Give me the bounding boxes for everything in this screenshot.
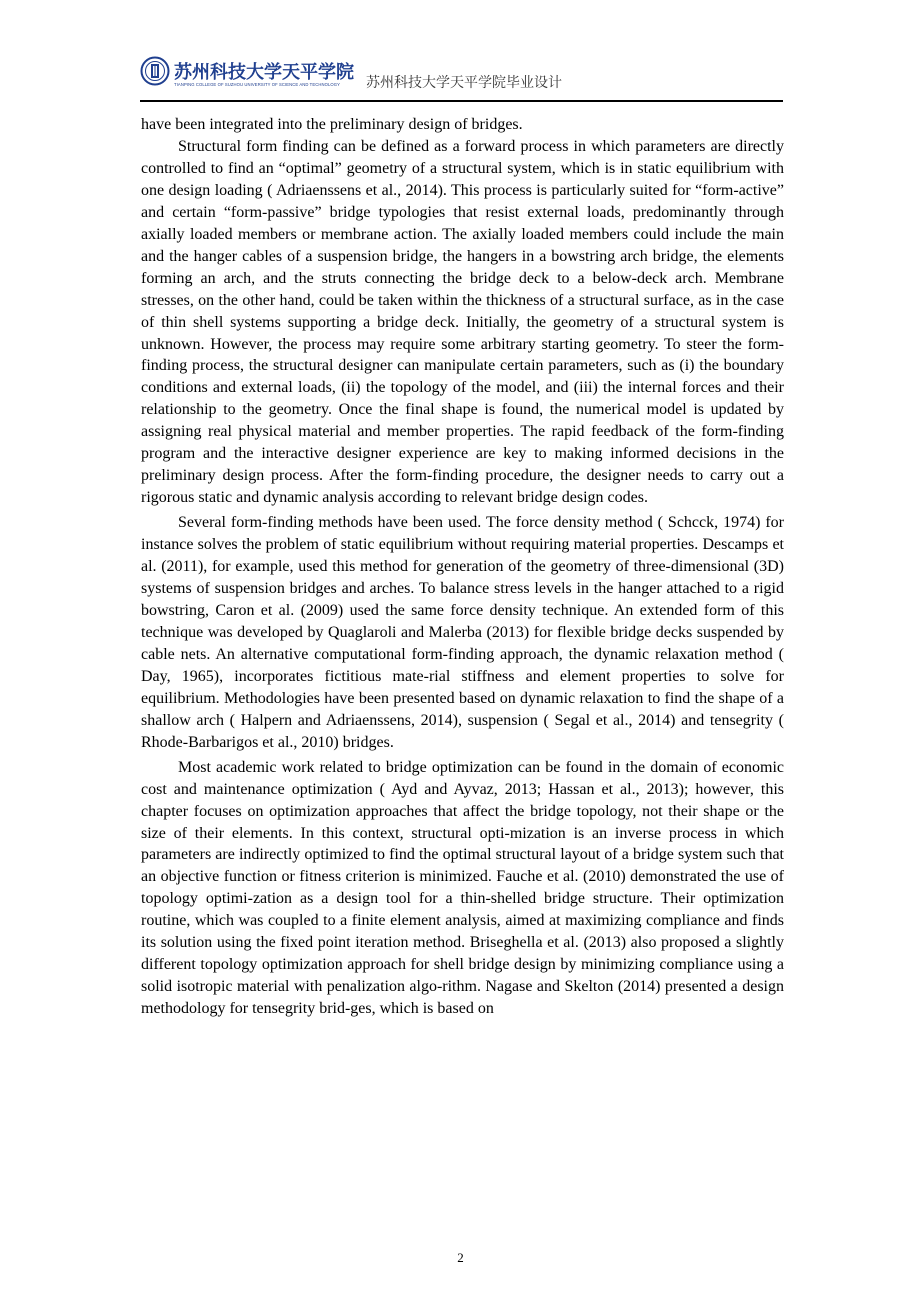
logo-english-name: TIANPING COLLEGE OF SUZHOU UNIVERSITY OF SCIENCE AND TECHNOLOGY bbox=[174, 82, 340, 87]
body-text bbox=[141, 114, 784, 1020]
logo-chinese-name: 苏州科技大学天平学院 bbox=[174, 62, 354, 83]
page-number: 2 bbox=[457, 1250, 464, 1265]
paragraph-1: have been integrated into the preliminary design of bridges. bbox=[141, 116, 523, 133]
paragraph-2: Structural form finding can be defined as a forward process in which parameters are directly controlled to find an “optimal” geometry of a structural system, which is in static equilibrium with one design loading ( Adriaenssens et al., 2014). This process is particularly suited for “form-active” and certain “form-passive” bridge typologies that resist external loads, predominantly through axially loaded members or membrane action. The axially loaded members could include the main and the hanger cables of a suspension bridge, the hangers in a bowstring arch bridge, the elements forming an arch, and the struts connecting the bridge deck to a below-deck arch. Membrane stresses, on the other hand, could be taken within the thickness of a structural surface, as in the case of thin shell systems supporting a bridge deck. Initially, the geometry of a structural system is unknown. However, the process may require some arbitrary starting geometry. To steer the form-finding process, the structural designer can manipulate certain parameters, such as (i) the boundary conditions and external loads, (ii) the topology of the model, and (iii) the internal forces and their relationship to the geometry. Once the final shape is found, the numerical model is updated by assigning real physical material and member properties. The rapid feedback of the form-finding program and the interactive designer experience are key to making informed decisions in the preliminary design process. After the form-finding procedure, the designer needs to carry out a rigorous static and dynamic analysis according to relevant bridge design codes. bbox=[141, 137, 784, 507]
college-emblem-icon bbox=[140, 56, 170, 86]
header-divider bbox=[140, 100, 783, 102]
paragraph-3: Several form-finding methods have been used. The force density method ( Schcck, 1974) for instance solves the problem of static equilibrium without requiring material properties. Descamps et al. (2011), for example, used this method for generation of the geometry of three-dimensional (3D) systems of suspension bridges and arches. To balance stress levels in the hanger attached to a rigid bowstring, Caron et al. (2009) used the same force density technique. An extended form of this technique was developed by Quaglaroli and Malerba (2013) for flexible bridge decks suspended by cable nets. An alternative computational form-finding approach, the dynamic relaxation method ( Day, 1965), incorporates fictitious mate-rial stiffness and element properties to solve for equilibrium. Methodologies have been presented based on dynamic relaxation to find the shape of a shallow arch ( Halpern and Adriaenssens, 2014), suspension ( Segal et al., 2014) and tensegrity ( Rhode-Barbarigos et al., 2010) bridges. bbox=[141, 514, 784, 751]
header-title: 苏州科技大学天平学院毕业设计 bbox=[366, 75, 562, 91]
paragraph-4: Most academic work related to bridge optimization can be found in the domain of economic cost and maintenance optimization ( Ayd and Ayvaz, 2013; Hassan et al., 2013); however, this chapter focuses on optimization approaches that affect the bridge topology, not their shape or the size of their elements. In this context, structural opti-mization is an inverse process in which parameters are indirectly optimized to find the optimal structural layout of a bridge system such that an objective function or fitness criterion is minimized. Fauche et al. (2010) demonstrated the use of topology optimi-zation as a design tool for a thin-shelled bridge structure. Their optimization routine, which was coupled to a finite element analysis, aimed at maximizing compliance and finds its solution using the fixed point iteration method. Briseghella et al. (2013) also proposed a slightly different topology optimization approach for shell bridge design by minimizing compliance using a solid isotropic material with penalization algo-rithm. Nagase and Skelton (2014) presented a design methodology for tensegrity brid-ges, which is based on bbox=[141, 758, 784, 1018]
college-logo bbox=[140, 56, 354, 92]
page-header bbox=[140, 52, 783, 102]
